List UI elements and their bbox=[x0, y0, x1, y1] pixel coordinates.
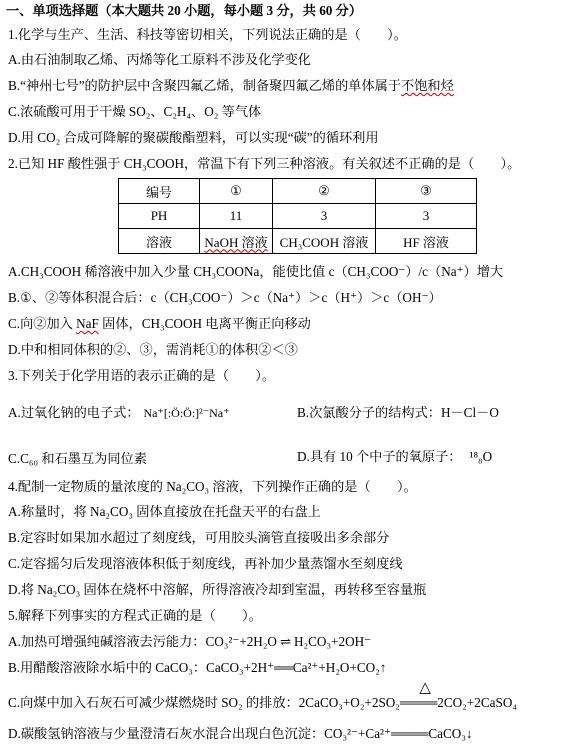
q1-option-a: A.由石油制取乙烯、丙烯等化工原料不涉及化学变化 bbox=[8, 52, 311, 67]
table-cell: 编号 bbox=[119, 179, 200, 204]
table-cell: PH bbox=[119, 204, 200, 229]
q3-option-b: B.次氯酸分子的结构式：H－Cl－O bbox=[297, 405, 499, 420]
section-header: 一、单项选择题（本大题共 20 小题，每小题 3 分，共 60 分） bbox=[6, 3, 363, 18]
q5-b-pre: B.用醋酸溶液除水垢中的 CaCO₃：CaCO₃+2H⁺ bbox=[8, 660, 275, 675]
table-cell: HF 溶液 bbox=[376, 229, 477, 254]
table-cell: 3 bbox=[376, 204, 477, 229]
q5-stem: 5.解释下列事实的方程式正确的是（ ）。 bbox=[8, 608, 262, 623]
q3-option-c: C.C₆₀ 和石墨互为同位素 bbox=[8, 451, 147, 466]
q3-a-label: A.过氧化钠的电子式： bbox=[8, 405, 140, 420]
table-cell: 11 bbox=[200, 204, 273, 229]
table-cell: ③ bbox=[376, 179, 477, 204]
q2-c-wavy: NaF bbox=[76, 316, 99, 331]
q2-option-a: A.CH₃COOH 稀溶液中加入少量 CH₃COONa，能使比值 c（CH₃COO⁻）/c（Na⁺）增大 bbox=[8, 264, 504, 279]
q5-c-post: 2CO₂+2CaSO₄ bbox=[437, 695, 517, 710]
q5-option-a bbox=[8, 633, 371, 651]
q5-c-pre: C.向煤中加入石灰石可减少煤燃烧时 SO₂ 的排放：2CaCO₃+O₂+2SO₂ bbox=[8, 695, 400, 710]
q1-b-wavy: 不饱和烃 bbox=[401, 78, 454, 93]
q2-option-d: D.中和相同体积的②、③，需消耗①的体积②＜③ bbox=[8, 342, 298, 357]
table-row bbox=[119, 179, 477, 204]
q5-option-c bbox=[8, 680, 517, 712]
q5-a-pre: A.加热可增强纯碱溶液去污能力：CO₃²⁻+2H₂O bbox=[8, 634, 277, 649]
table-cell: ② bbox=[273, 179, 376, 204]
q3-option-a bbox=[8, 404, 229, 422]
table-cell: 3 bbox=[273, 204, 376, 229]
q4-option-d: D.将 Na₂CO₃ 固体在烧杯中溶解，所得溶液冷却到室温，再转移至容量瓶 bbox=[8, 582, 427, 597]
oxygen-isotope: ¹⁸₈O bbox=[469, 449, 493, 464]
equals-sign: ════ bbox=[390, 726, 429, 741]
table-cell: 溶液 bbox=[119, 229, 200, 254]
heat-symbol: △ bbox=[419, 680, 431, 696]
q2-c-pre: C.向②加入 bbox=[8, 316, 77, 331]
q3-stem: 3.下列关于化学用语的表示正确的是（ ）。 bbox=[8, 368, 276, 383]
solutions-table bbox=[118, 178, 477, 254]
q1-option-d: D.用 CO₂ 合成可降解的聚碳酸酯塑料，可以实现“碳”的循环利用 bbox=[8, 130, 379, 145]
table-cell: NaOH 溶液 bbox=[200, 229, 273, 254]
q5-option-b bbox=[8, 659, 386, 677]
q3-d-label: D.具有 10 个中子的氧原子： bbox=[297, 449, 462, 464]
table-cell: ① bbox=[200, 179, 273, 204]
q5-d-pre: D.碳酸氢钠溶液与少量澄清石灰水混合出现白色沉淀：CO₃²⁻+Ca²⁺ bbox=[8, 726, 391, 741]
table-row bbox=[119, 229, 477, 254]
q5-b-post: Ca²⁺+H₂O+CO₂↑ bbox=[292, 660, 387, 675]
q5-a-post: H₂CO₃+2OH⁻ bbox=[294, 634, 372, 649]
q2-option-c bbox=[8, 315, 311, 333]
q2-option-b: B.①、②等体积混合后：c（CH₃COO⁻）＞c（Na⁺）＞c（H⁺）＞c（OH⁻） bbox=[8, 290, 442, 305]
q4-stem: 4.配制一定物质的量浓度的 Na₂CO₃ 溶液，下列操作正确的是（ ）。 bbox=[8, 479, 417, 494]
q5-option-d bbox=[8, 725, 473, 743]
equals-sign: ══ bbox=[274, 660, 293, 675]
q4-option-c: C.定容摇匀后发现溶液体积低于刻度线，再补加少量蒸馏水至刻度线 bbox=[8, 556, 403, 571]
equilibrium-arrow: ⇌ bbox=[279, 634, 292, 649]
q2-stem: 2.已知 HF 酸性强于 CH₃COOH，常温下有下列三种溶液。有关叙述不正确的是（ ）。 bbox=[8, 156, 521, 171]
q2-c-post: 固体，CH₃COOH 电离平衡正向移动 bbox=[98, 316, 311, 331]
q1-option-c: C.浓硫酸可用于干燥 SO₂、C₂H₄、O₂ 等气体 bbox=[8, 104, 262, 119]
heat-equals bbox=[399, 680, 438, 712]
table-cell: CH₃COOH 溶液 bbox=[273, 229, 376, 254]
q1-option-b bbox=[8, 77, 454, 95]
q4-option-a: A.称量时，将 Na₂CO₃ 固体直接放在托盘天平的右盘上 bbox=[8, 504, 321, 519]
q1-b-text: B.“神州七号”的防护层中含聚四氟乙烯，制备聚四氟乙烯的单体属于 bbox=[8, 78, 402, 93]
q1-stem: 1.化学与生产、生活、科技等密切相关，下列说法正确的是（ ）。 bbox=[8, 27, 407, 42]
q4-option-b: B.定容时如果加水超过了刻度线，可用胶头滴管直接吸出多余部分 bbox=[8, 530, 390, 545]
table-row bbox=[119, 204, 477, 229]
peroxide-formula: Na⁺[:Ö:Ö:]²⁻Na⁺ bbox=[143, 406, 230, 420]
q3-option-d bbox=[297, 448, 492, 466]
q5-d-post: CaCO₃↓ bbox=[428, 726, 473, 741]
equals-sign: ════ bbox=[399, 695, 438, 710]
